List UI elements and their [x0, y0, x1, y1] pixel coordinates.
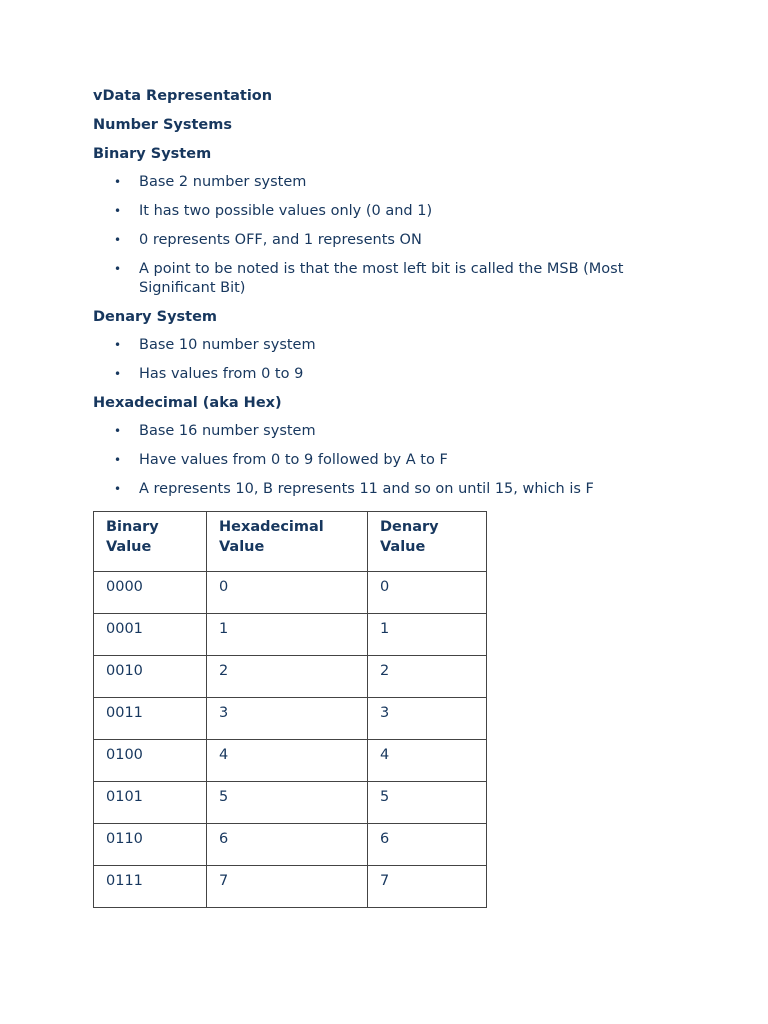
- list-item: • It has two possible values only (0 and 1): [93, 202, 693, 221]
- hex-cell: 3: [207, 698, 368, 740]
- denary-list: [93, 336, 693, 384]
- denary-cell: 7: [368, 866, 487, 908]
- list-item: • Have values from 0 to 9 followed by A to F: [93, 451, 693, 470]
- heading-binary-system: Binary System: [93, 146, 212, 162]
- conversion-table: [93, 511, 487, 908]
- denary-cell: 1: [368, 614, 487, 656]
- binary-cell: 0001: [94, 614, 207, 656]
- document-title: vData Representation: [93, 88, 273, 104]
- heading-denary-system: Denary System: [93, 309, 218, 325]
- hex-cell: 2: [207, 656, 368, 698]
- denary-cell: 3: [368, 698, 487, 740]
- list-item: • A point to be noted is that the most left bit is called the MSB (Most Significant Bit): [93, 260, 693, 298]
- column-header-binary: Binary Value: [94, 512, 207, 572]
- hex-cell: 1: [207, 614, 368, 656]
- column-header-hexadecimal: Hexadecimal Value: [207, 512, 368, 572]
- heading-number-systems: Number Systems: [93, 117, 233, 133]
- hex-cell: 5: [207, 782, 368, 824]
- list-item: • Base 2 number system: [93, 173, 693, 192]
- hex-list: [93, 422, 693, 499]
- binary-cell: 0000: [94, 572, 207, 614]
- table-row: [94, 782, 487, 824]
- binary-cell: 0101: [94, 782, 207, 824]
- denary-cell: 4: [368, 740, 487, 782]
- table-row: [94, 866, 487, 908]
- heading-hexadecimal: Hexadecimal (aka Hex): [93, 395, 282, 411]
- hex-cell: 4: [207, 740, 368, 782]
- hex-cell: 0: [207, 572, 368, 614]
- binary-cell: 0010: [94, 656, 207, 698]
- binary-list: [93, 173, 693, 298]
- table-row: [94, 824, 487, 866]
- table-row: [94, 656, 487, 698]
- table-header-row: [94, 512, 487, 572]
- denary-cell: 2: [368, 656, 487, 698]
- denary-cell: 0: [368, 572, 487, 614]
- document-page: [93, 86, 693, 908]
- table-row: [94, 572, 487, 614]
- table-row: [94, 614, 487, 656]
- list-item: • Base 10 number system: [93, 336, 693, 355]
- binary-cell: 0111: [94, 866, 207, 908]
- binary-cell: 0110: [94, 824, 207, 866]
- list-item: • Base 16 number system: [93, 422, 693, 441]
- column-header-denary: Denary Value: [368, 512, 487, 572]
- list-item: • 0 represents OFF, and 1 represents ON: [93, 231, 693, 250]
- denary-cell: 5: [368, 782, 487, 824]
- table-row: [94, 698, 487, 740]
- denary-cell: 6: [368, 824, 487, 866]
- hex-cell: 7: [207, 866, 368, 908]
- list-item: • Has values from 0 to 9: [93, 365, 693, 384]
- table-row: [94, 740, 487, 782]
- binary-cell: 0100: [94, 740, 207, 782]
- binary-cell: 0011: [94, 698, 207, 740]
- list-item: • A represents 10, B represents 11 and so on until 15, which is F: [93, 480, 693, 499]
- hex-cell: 6: [207, 824, 368, 866]
